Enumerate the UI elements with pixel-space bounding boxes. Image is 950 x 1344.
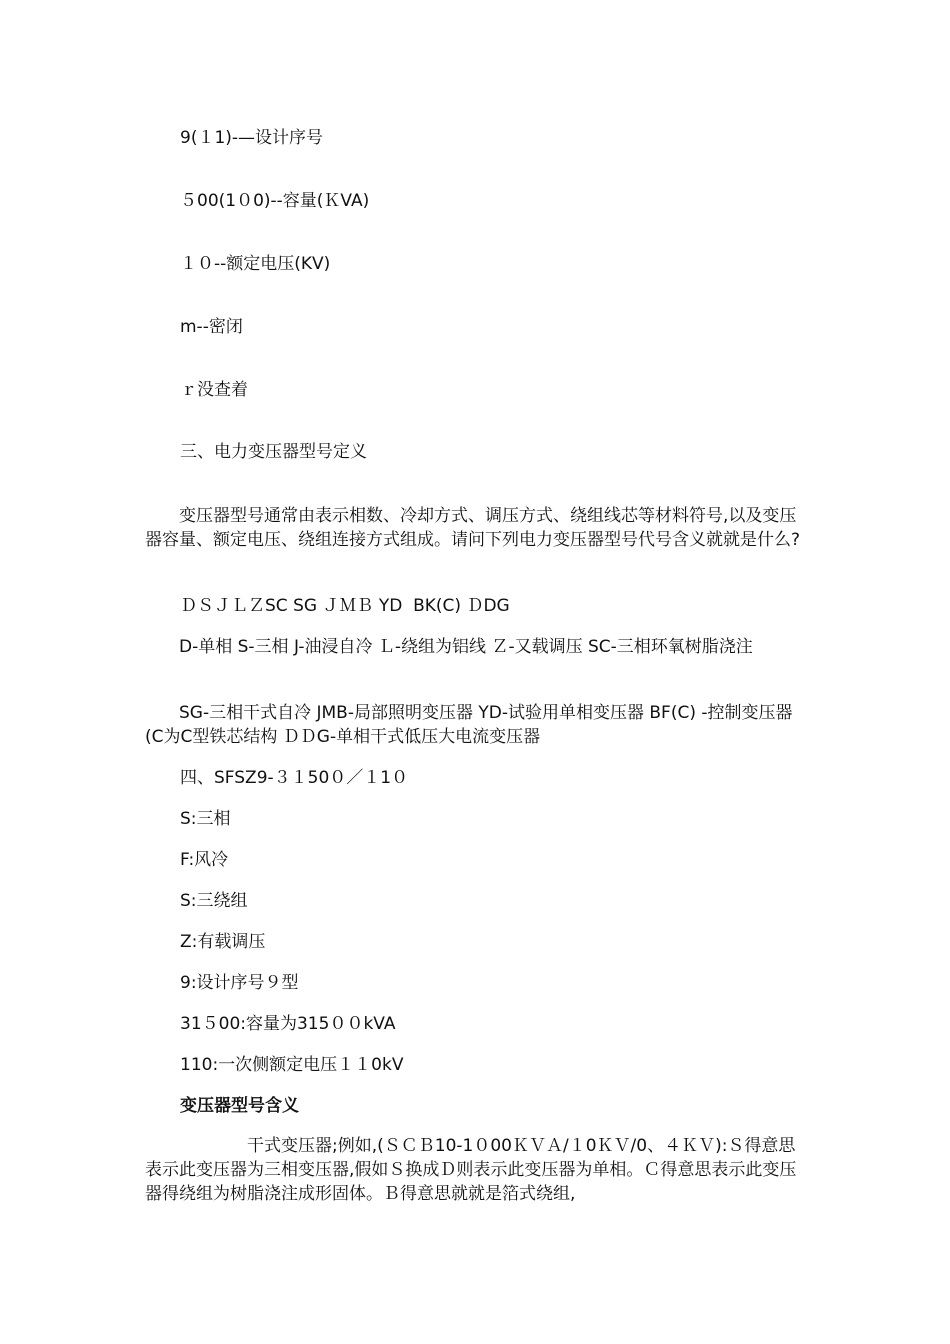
section-4-item: 31５00:容量为315００kVA xyxy=(180,1014,396,1034)
section-4-item: 9:设计序号９型 xyxy=(180,973,299,993)
section-4-item: 110:一次侧额定电压１１0kV xyxy=(180,1055,404,1075)
line-sealed: m--密闭 xyxy=(180,317,243,337)
section-3-paragraph: 变压器型号通常由表示相数、冷却方式、调压方式、绕组线芯等材料符号,以及变压器容量、额定电压、绕组连接方式组成。请问下列电力变压器型号代号含义就就是什么? xyxy=(145,506,801,550)
section-4-item: F:风冷 xyxy=(180,850,229,870)
codes-explain-2: SG-三相干式自冷 JMB-局部照明变压器 YD-试验用单相变压器 BF(C) -控制变压器(C为C型铁芯结构 ＤＤG-单相干式低压大电流变压器 xyxy=(145,703,793,747)
section-4-title: 四、SFSZ9-３１50０／１1０ xyxy=(180,768,409,788)
section-4-item: S:三相 xyxy=(180,809,231,829)
bold-heading: 变压器型号含义 xyxy=(180,1096,299,1116)
line-capacity: ５00(1０0)--容量(ＫVA) xyxy=(180,191,370,211)
section-4-item: S:三绕组 xyxy=(180,891,248,911)
codes-line: ＤＳＪＬＺSC SG ＪＭＢ YD BK(C) ＤDG xyxy=(180,596,510,616)
section-3-title: 三、电力变压器型号定义 xyxy=(180,442,367,462)
codes-explain-1: D-单相 S-三相 J-油浸自冷 Ｌ-绕组为铝线 Ｚ-又载调压 SC-三相环氧树脂浇注 xyxy=(179,637,753,657)
final-paragraph: 干式变压器;例如,(ＳＣＢ10-1０00ＫＶＡ/１0ＫＶ/0、４ＫＶ):Ｓ得意思表示此变压器为三相变压器,假如Ｓ换成Ｄ则表示此变压器为单相。Ｃ得意思表示此变压器得绕组为树脂浇注成形固体。Ｂ得意思就就是箔式绕组, xyxy=(145,1136,797,1204)
line-rated-voltage: １０--额定电压(KV) xyxy=(180,254,331,274)
line-design-serial: 9(１1)-—设计序号 xyxy=(180,128,324,148)
section-4-item: Z:有载调压 xyxy=(180,932,266,952)
line-not-found: ｒ没查着 xyxy=(180,380,248,400)
